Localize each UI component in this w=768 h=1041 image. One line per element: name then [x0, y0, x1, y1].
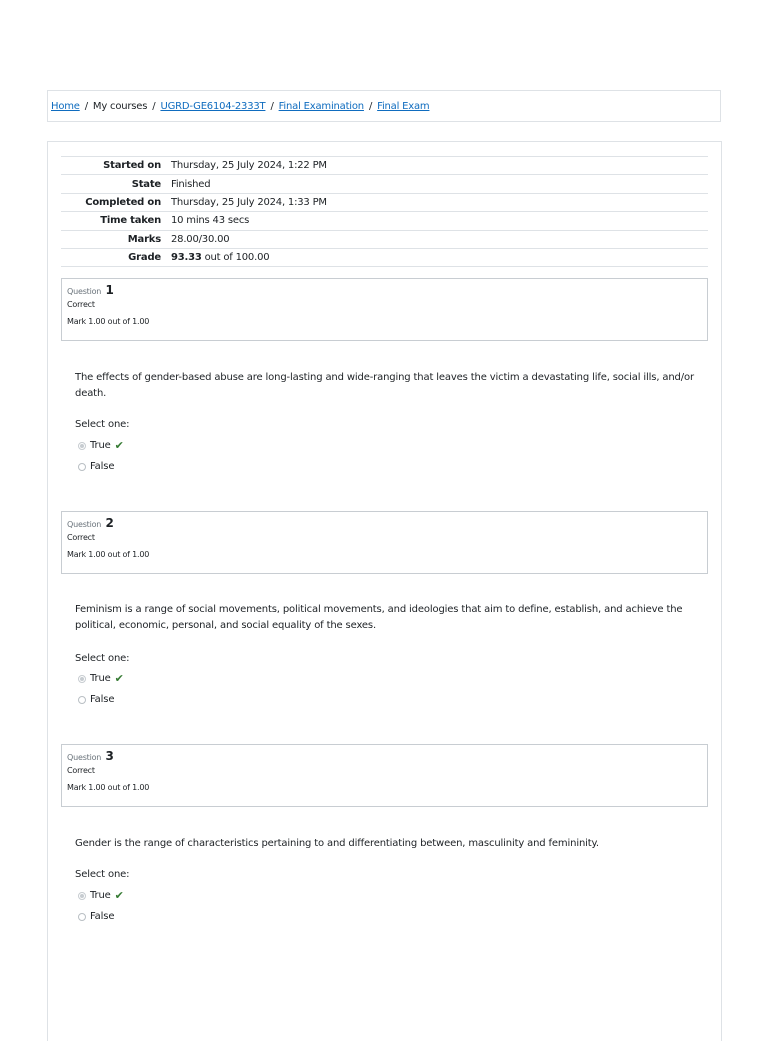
check-icon: ✔: [114, 439, 124, 452]
check-icon: ✔: [114, 672, 124, 685]
question-label: Question: [67, 287, 102, 296]
question-text: Feminism is a range of social movements, political movements, and ideologies that aim to define, establish, and achieve the political, economic, personal, and social equality of the sexes.: [75, 604, 683, 631]
question-state: Correct: [67, 300, 95, 309]
answer-label: True: [90, 890, 111, 901]
summary-row-grade: [61, 248, 708, 266]
select-one-prompt: Select one:: [75, 653, 130, 664]
question-grade: Mark 1.00 out of 1.00: [67, 317, 150, 326]
question-text: Gender is the range of characteristics pertaining to and differentiating between, masculinity and femininity.: [75, 838, 599, 849]
answer-option-false[interactable]: [78, 911, 114, 922]
marks-value: 28.00/30.00: [171, 233, 230, 245]
grade-label: Grade: [128, 252, 161, 264]
answer-label: True: [90, 440, 111, 451]
check-icon: ✔: [114, 889, 124, 902]
grade-value-cell: [166, 248, 708, 266]
summary-row-marks: [61, 230, 708, 248]
breadcrumb-separator: /: [152, 100, 156, 112]
started-label: Started on: [103, 160, 161, 172]
question-number-value: 3: [105, 749, 114, 763]
radio-selected-icon[interactable]: [78, 675, 86, 683]
question-number-value: 1: [105, 283, 114, 297]
breadcrumb-my-courses: My courses: [92, 100, 148, 112]
question-number: [67, 749, 702, 763]
breadcrumb-separator: /: [270, 100, 274, 112]
question-info-box: [61, 744, 708, 807]
time-label: Time taken: [100, 215, 161, 227]
radio-selected-icon[interactable]: [78, 892, 86, 900]
started-value: Thursday, 25 July 2024, 1:22 PM: [171, 160, 327, 172]
summary-row-state: [61, 175, 708, 193]
select-one-prompt: Select one:: [75, 419, 130, 430]
answer-option-false[interactable]: [78, 461, 114, 472]
answer-label: False: [90, 694, 115, 705]
breadcrumb-quiz-link[interactable]: Final Exam: [377, 100, 430, 112]
radio-selected-icon[interactable]: [78, 442, 86, 450]
summary-row-started: [61, 157, 708, 175]
grade-value: 93.33: [171, 252, 202, 264]
answer-label: False: [90, 461, 115, 472]
answer-option-true[interactable]: [78, 889, 124, 902]
question-label: Question: [67, 753, 102, 762]
marks-label: Marks: [127, 233, 161, 245]
radio-icon[interactable]: [78, 696, 86, 704]
breadcrumb-separator: /: [368, 100, 373, 112]
question-text: The effects of gender-based abuse are long-lasting and wide-ranging that leaves the victim a devastating life, social ills, and/or death.: [75, 372, 694, 399]
question-number: [67, 516, 702, 530]
question-state: Correct: [67, 533, 95, 542]
state-label: State: [131, 178, 161, 190]
radio-icon[interactable]: [78, 913, 86, 921]
breadcrumb-home-link[interactable]: Home: [51, 100, 80, 112]
breadcrumb-separator: /: [84, 100, 88, 112]
quiz-review-card: [47, 141, 722, 1041]
question-state: Correct: [67, 766, 95, 775]
question-grade: Mark 1.00 out of 1.00: [67, 550, 150, 559]
question-info-box: [61, 511, 708, 574]
question-info-box: [61, 278, 708, 341]
select-one-prompt: Select one:: [75, 869, 130, 880]
summary-row-time: [61, 212, 708, 230]
answer-option-true[interactable]: [78, 439, 124, 452]
answer-label: True: [90, 673, 111, 684]
question-number: [67, 283, 702, 297]
question-number-value: 2: [105, 516, 114, 530]
grade-suffix: out of 100.00: [204, 252, 270, 264]
attempt-summary-table: [61, 156, 708, 267]
answer-label: False: [90, 911, 115, 922]
time-value: 10 mins 43 secs: [171, 215, 250, 227]
completed-label: Completed on: [85, 196, 161, 208]
completed-value: Thursday, 25 July 2024, 1:33 PM: [171, 196, 327, 208]
state-value: Finished: [171, 178, 211, 190]
answer-option-true[interactable]: [78, 672, 124, 685]
breadcrumb-course-link[interactable]: UGRD-GE6104-2333T: [160, 100, 266, 112]
breadcrumb: [47, 90, 721, 122]
radio-icon[interactable]: [78, 463, 86, 471]
question-grade: Mark 1.00 out of 1.00: [67, 783, 150, 792]
answer-option-false[interactable]: [78, 694, 114, 705]
breadcrumb-section-link[interactable]: Final Examination: [278, 100, 364, 112]
summary-row-completed: [61, 193, 708, 211]
question-label: Question: [67, 520, 102, 529]
